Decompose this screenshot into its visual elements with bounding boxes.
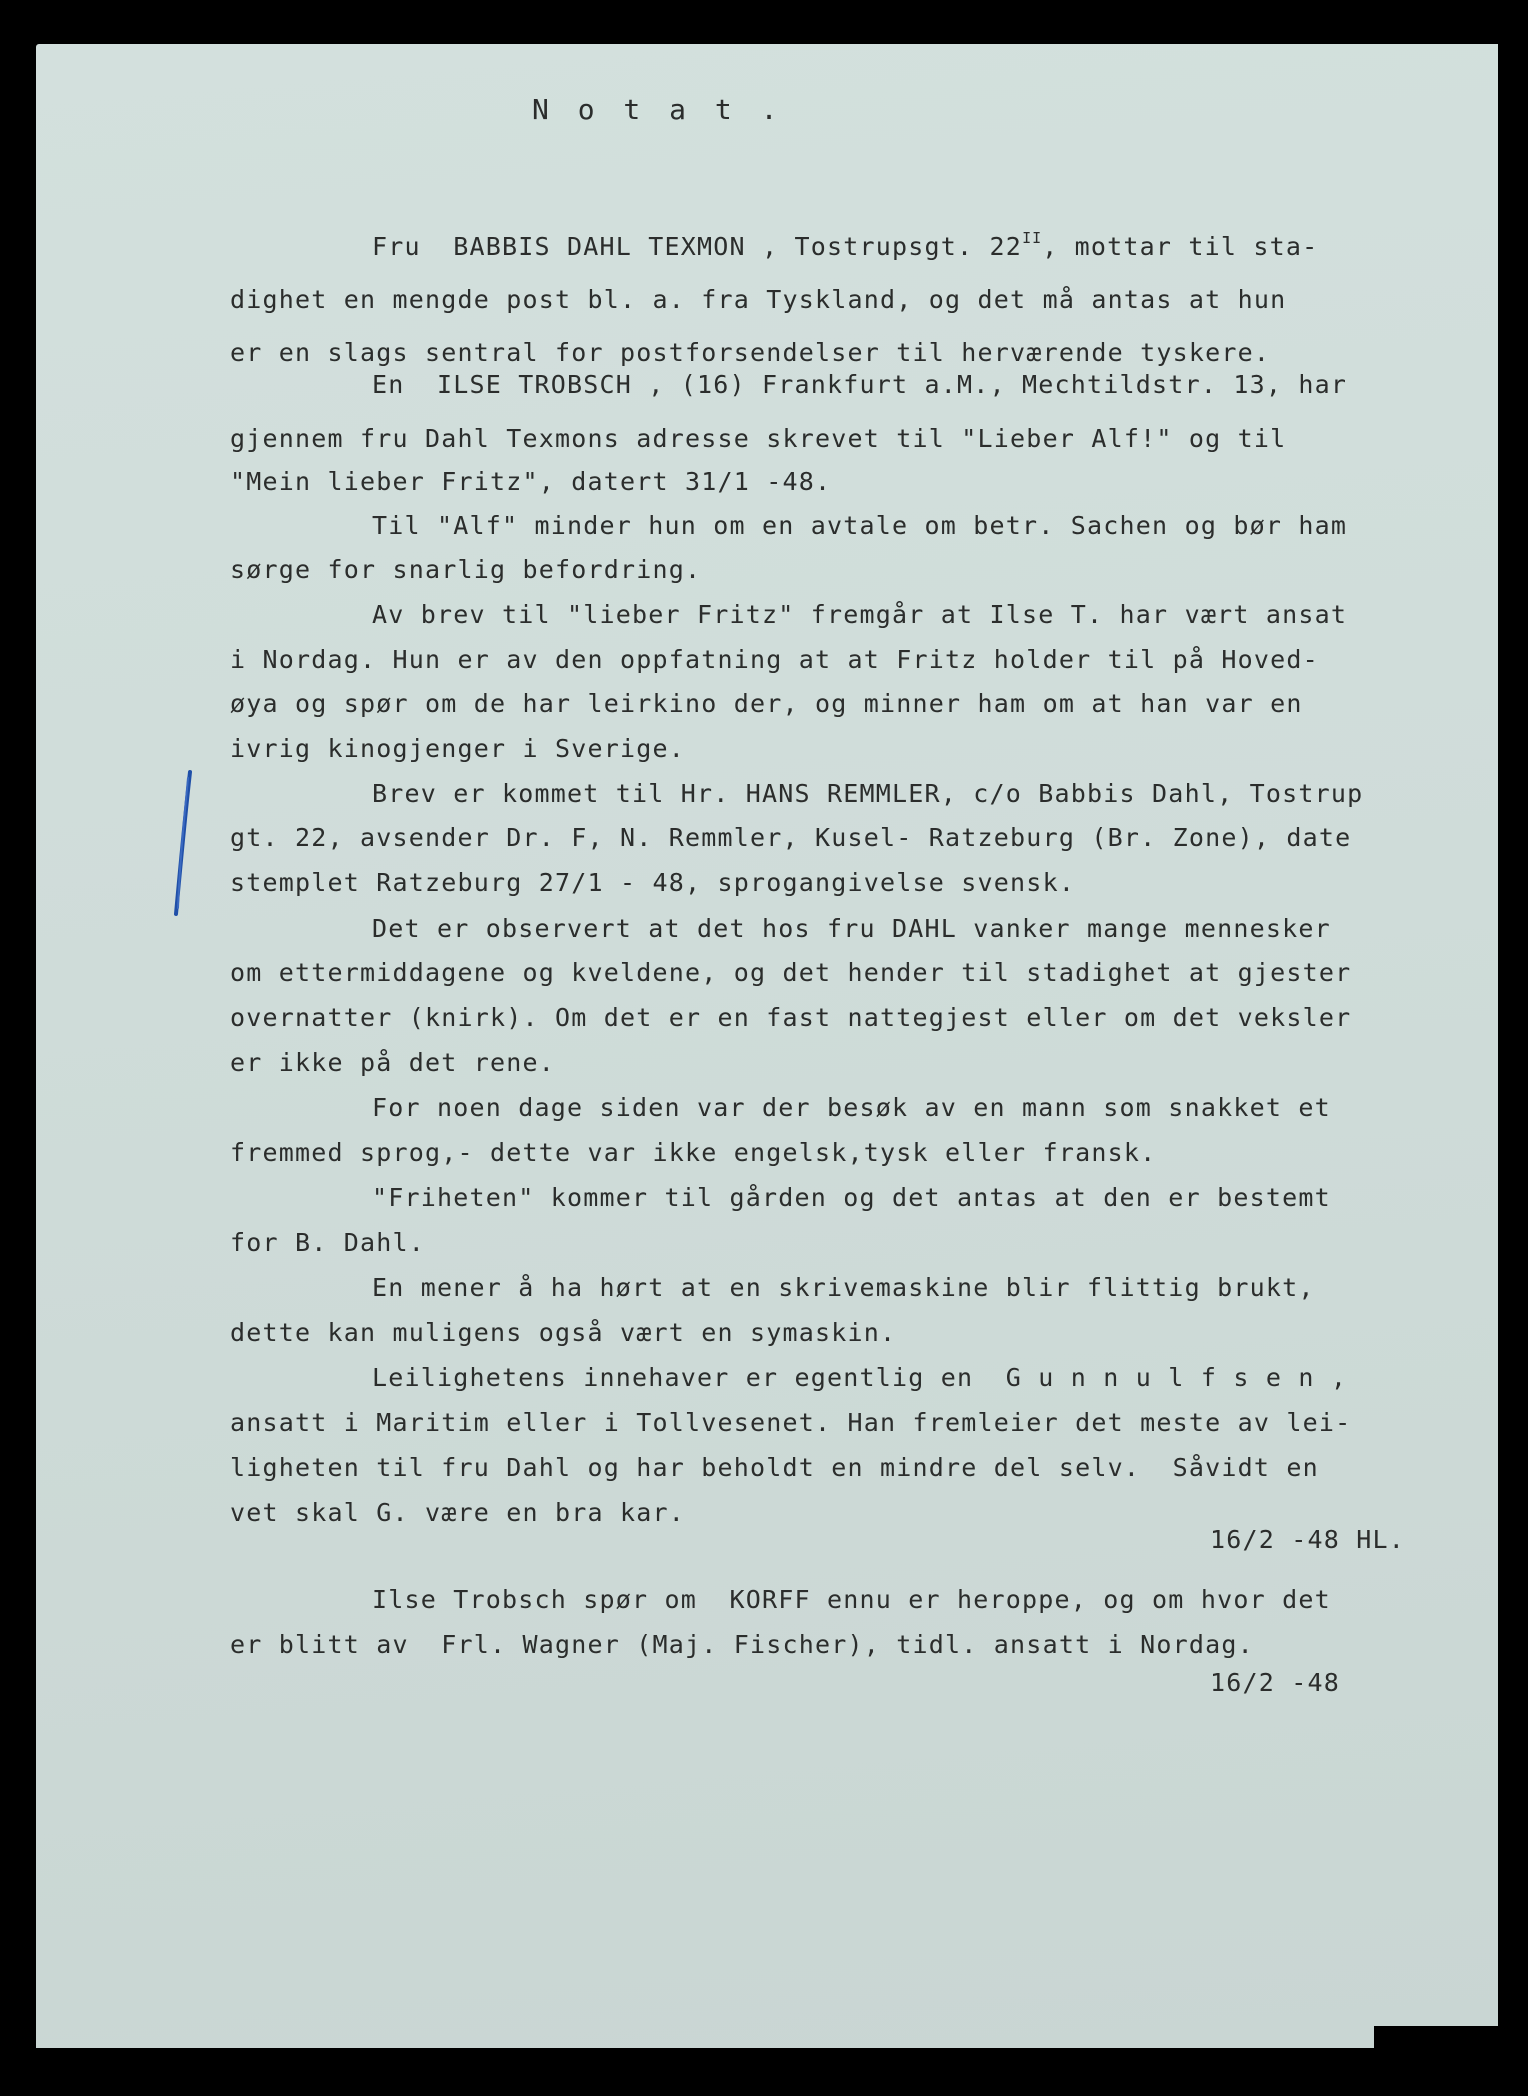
text-line-31: er blitt av Frl. Wagner (Maj. Fischer), tidl. ansatt i Nordag.	[230, 1630, 1254, 1659]
text-line-17: om ettermiddagene og kveldene, og det hender til stadighet at gjester	[230, 958, 1352, 987]
margin-ink-mark	[168, 768, 198, 918]
text-line-18: overnatter (knirk). Om det er en fast nattegjest eller om det veksler	[230, 1003, 1352, 1032]
redaction-box	[1374, 2026, 1502, 2096]
text-line-26: Leilighetens innehaver er egentlig en G u n n u l f s e n ,	[372, 1363, 1348, 1392]
text-line-5: gjennem fru Dahl Texmons adresse skrevet til "Lieber Alf!" og til	[230, 424, 1287, 453]
text-line-22: "Friheten" kommer til gården og det antas at den er bestemt	[372, 1183, 1331, 1212]
text-line-9: Av brev til "lieber Fritz" fremgår at Ilse T. har vært ansat	[372, 600, 1348, 629]
text-line-29: vet skal G. være en bra kar.	[230, 1498, 686, 1527]
text-line-21: fremmed sprog,- dette var ikke engelsk,tysk eller fransk.	[230, 1138, 1157, 1167]
text-line-27: ansatt i Maritim eller i Tollvesenet. Han fremleier det meste av lei-	[230, 1408, 1352, 1437]
date-signature-1: 16/2 -48 HL.	[1210, 1525, 1406, 1554]
date-signature-2: 16/2 -48	[1210, 1668, 1341, 1697]
text-line-10: i Nordag. Hun er av den oppfatning at at Fritz holder til på Hoved-	[230, 645, 1319, 674]
text-line-25: dette kan muligens også vært en symaskin.	[230, 1318, 897, 1347]
text-line-3: er en slags sentral for postforsendelser til herværende tyskere.	[230, 338, 1271, 367]
text-line-28: ligheten til fru Dahl og har beholdt en mindre del selv. Såvidt en	[230, 1453, 1319, 1482]
text-line-8: sørge for snarlig befordring.	[230, 555, 702, 584]
text-line-14: gt. 22, avsender Dr. F, N. Remmler, Kusel- Ratzeburg (Br. Zone), date	[230, 823, 1352, 852]
text-line-16: Det er observert at det hos fru DAHL vanker mange mennesker	[372, 914, 1331, 943]
superscript-floor: II	[1022, 229, 1043, 247]
text-line-11: øya og spør om de har leirkino der, og minner ham om at han var en	[230, 689, 1303, 718]
text-line-2: dighet en mengde post bl. a. fra Tyskland, og det må antas at hun	[230, 285, 1287, 314]
text-line-12: ivrig kinogjenger i Sverige.	[230, 734, 686, 763]
text-line-30: Ilse Trobsch spør om KORFF ennu er heroppe, og om hvor det	[372, 1585, 1331, 1614]
text-line-7: Til "Alf" minder hun om en avtale om betr. Sachen og bør ham	[372, 511, 1348, 540]
text-line-1	[372, 229, 1319, 261]
text-line-1-main: Fru BABBIS DAHL TEXMON , Tostrupsgt. 22	[372, 232, 1023, 261]
text-line-1-tail: , mottar til sta-	[1042, 232, 1319, 261]
text-line-15: stemplet Ratzeburg 27/1 - 48, sprogangivelse svensk.	[230, 868, 1076, 897]
text-line-4: En ILSE TROBSCH , (16) Frankfurt a.M., Mechtildstr. 13, har	[372, 370, 1348, 399]
text-line-13: Brev er kommet til Hr. HANS REMMLER, c/o Babbis Dahl, Tostrup	[372, 779, 1364, 808]
document-title: N o t a t .	[532, 93, 784, 126]
text-line-6: "Mein lieber Fritz", datert 31/1 -48.	[230, 467, 832, 496]
text-line-20: For noen dage siden var der besøk av en mann som snakket et	[372, 1093, 1331, 1122]
text-line-19: er ikke på det rene.	[230, 1048, 556, 1077]
text-line-24: En mener å ha hørt at en skrivemaskine blir flittig brukt,	[372, 1273, 1315, 1302]
text-line-23: for B. Dahl.	[230, 1228, 426, 1257]
